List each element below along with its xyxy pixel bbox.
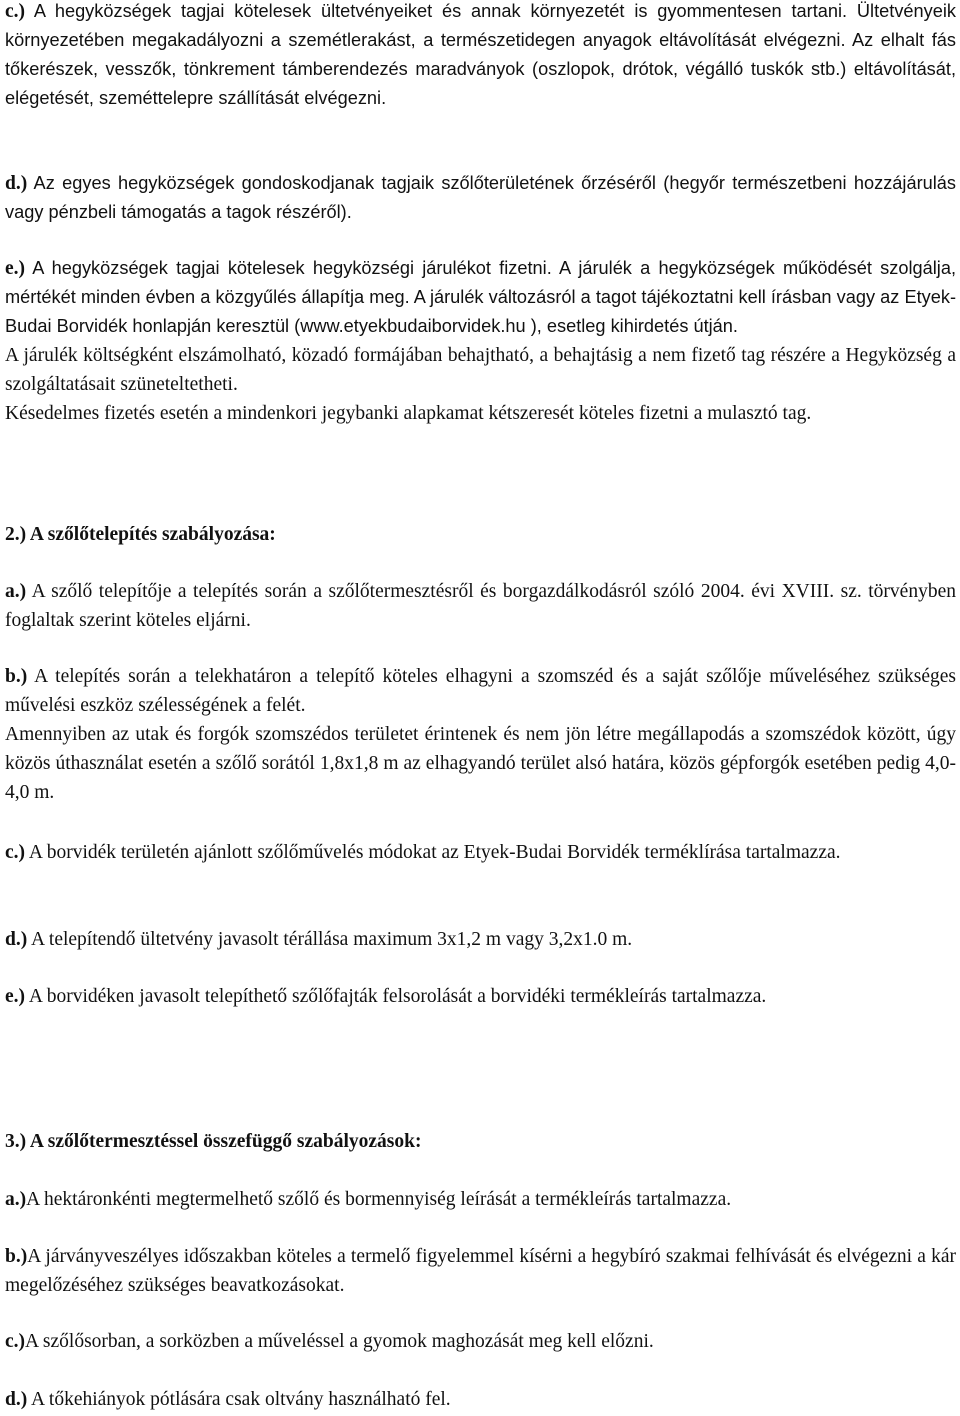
s3-b-text: A járványveszélyes időszakban köteles a termelő figyelemmel kísérni a hegybíró szakmai felhívását és elvégezni a kár megelőzéséhez szükséges beavatkozásokat. xyxy=(5,1246,956,1296)
s3-item-c xyxy=(5,1327,956,1356)
s2-a-text: A szőlő telepítője a telepítés során a szőlőtermesztésről és borgazdálkodásról szóló 2004. évi XVIII. sz. törvényben foglaltak szerint köteles eljárni. xyxy=(5,581,956,631)
section-e-para-3: Késedelmes fizetés esetén a mindenkori jegybanki alapkamat kétszeresét köteles fizetni a mulasztó tag. xyxy=(5,403,812,424)
s3-d-label: d.) xyxy=(5,1389,28,1410)
section-e xyxy=(5,254,956,428)
s2-d-text: A telepítendő ültetvény javasolt térállása maximum 3x1,2 m vagy 3,2x1.0 m. xyxy=(27,929,633,950)
section-e-text-2: A járulék a hegyközségek működését szolgálja, mértékét minden évben a közgyűlés állapítja meg. A járulék változásról a tagot tájékoztatni kell írásban vagy az Etyek-Budai Borvidék honlapján keresztül (www.etyekbudaiborvidek.hu ), esetleg kihirdetés útján. xyxy=(5,258,956,336)
section-c-text: A hegyközségek tagjai kötelesek ültetvényeiket és annak környezetét is gyommentesen tartani. Ültetvényeik környezetében megakadályozni a szemétlerakást, a természetidegen anyagok eltávolítását elvégezni. Az elhalt fás tőkerészek, vesszők, tönkrement támberendezés maradványok (oszlopok, drótok, végálló tuskók stb.) eltávolítását, elégetését, szeméttelepre szállítását elvégezni. xyxy=(5,1,956,108)
s3-item-d xyxy=(5,1385,956,1414)
s3-c-text: A szőlősorban, a sorközben a műveléssel a gyomok maghozását meg kell előzni. xyxy=(25,1331,654,1352)
s2-item-a xyxy=(5,577,956,635)
s3-item-a xyxy=(5,1185,956,1214)
s2-d-label: d.) xyxy=(5,929,28,950)
section-c-label: c.) xyxy=(5,1,26,22)
s2-b-para-2: Amennyiben az utak és forgók szomszédos területet érintenek és nem jön létre megállapodás a szomszédok között, úgy közös úthasználat esetén a szőlő sorától 1,8x1,8 m az elhagyandó terület alsó határa, közös gépforgók esetében pedig 4,0-4,0 m. xyxy=(5,724,956,803)
s2-e-label: e.) xyxy=(5,986,26,1007)
heading-2: 2.) A szőlőtelepítés szabályozása: xyxy=(5,524,276,545)
s2-b-text: A telepítés során a telekhatáron a telepítő köteles elhagyni a szomszéd és a saját szőlője műveléséhez szükséges művelési eszköz szélességének a felét. xyxy=(5,666,956,716)
s3-a-label: a.) xyxy=(5,1189,27,1210)
section-d xyxy=(5,169,956,227)
s2-e-text: A borvidéken javasolt telepíthető szőlőfajták felsorolását a borvidéki termékleírás tartalmazza. xyxy=(25,986,767,1007)
section-e-para-2: A járulék költségként elszámolható, közadó formájában behajtható, a behajtásig a nem fizető tag részére a Hegyközség a szolgáltatásait szüneteltetheti. xyxy=(5,345,956,395)
s3-d-text: A tőkehiányok pótlására csak oltvány használható fel. xyxy=(27,1389,451,1410)
s2-item-c xyxy=(5,838,956,867)
s3-item-b xyxy=(5,1242,956,1300)
section-d-text: Az egyes hegyközségek gondoskodjanak tagjaik szőlőterületének őrzéséről (hegyőr természetbeni hozzájárulás vagy pénzbeli támogatás a tagok részéről). xyxy=(5,173,956,222)
section-c xyxy=(5,0,956,113)
s2-item-e xyxy=(5,982,956,1011)
s3-b-label: b.) xyxy=(5,1246,28,1267)
s2-b-label: b.) xyxy=(5,666,28,687)
heading-3: 3.) A szőlőtermesztéssel összefüggő szabályozások: xyxy=(5,1131,422,1152)
s3-a-text: A hektáronkénti megtermelhető szőlő és bormennyiség leírását a termékleírás tartalmazza. xyxy=(26,1189,732,1210)
section-e-label: e.) xyxy=(5,258,26,279)
s2-a-label: a.) xyxy=(5,581,27,602)
section-e-text-1: A hegyközségek tagjai kötelesek hegyközségi járulékot fizetni. xyxy=(25,258,552,278)
s2-c-text: A borvidék területén ajánlott szőlőművelés módokat az Etyek-Budai Borvidék terméklírása tartalmazza. xyxy=(25,842,841,863)
s2-c-label: c.) xyxy=(5,842,26,863)
s3-c-label: c.) xyxy=(5,1331,26,1352)
s2-item-b xyxy=(5,662,956,807)
section-d-label: d.) xyxy=(5,173,28,194)
s2-item-d xyxy=(5,925,956,954)
